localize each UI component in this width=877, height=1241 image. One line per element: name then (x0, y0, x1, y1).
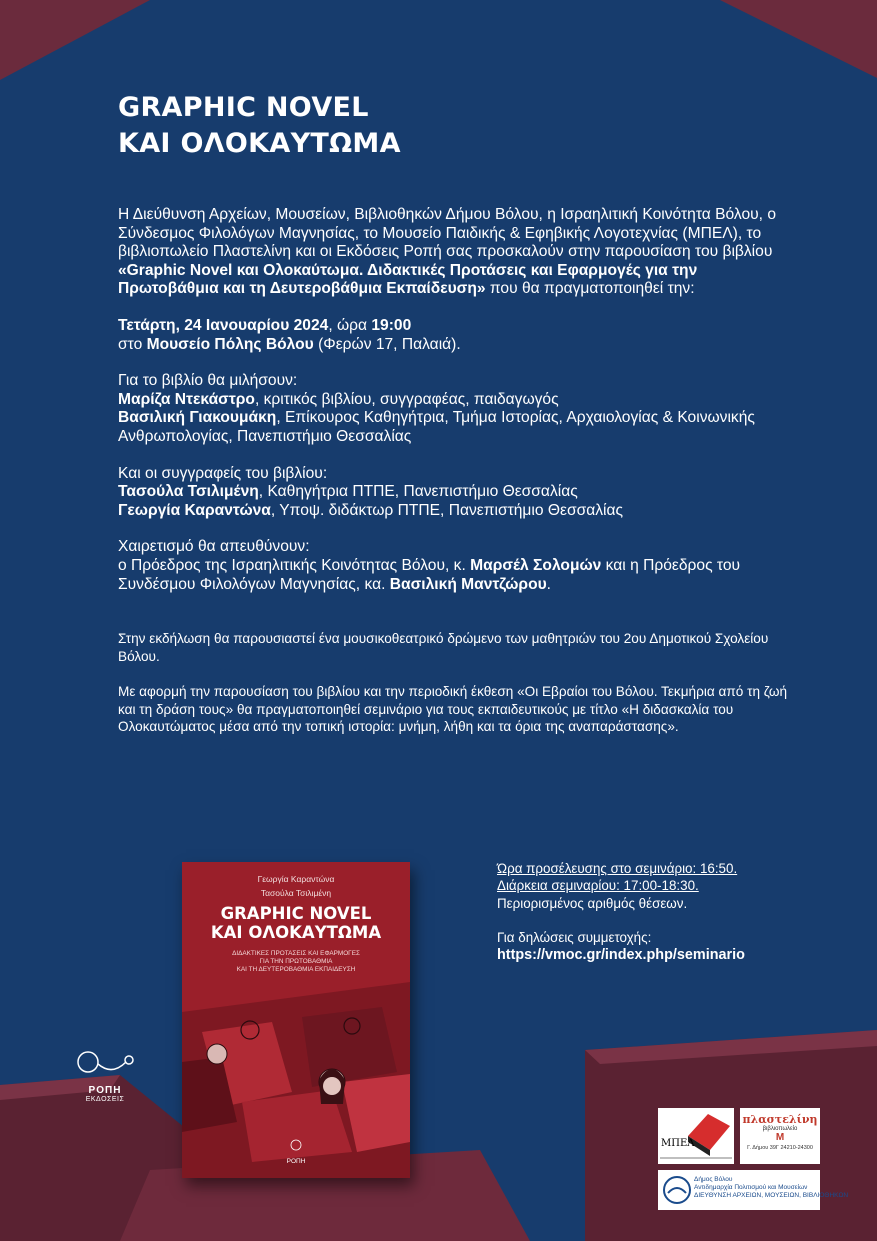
ropi-logo (70, 1050, 140, 1103)
register-label: Για δηλώσεις συμμετοχής: (497, 930, 652, 946)
authors-heading: Και οι συγγραφείς του βιβλίου: (118, 464, 328, 482)
book-cover-title (182, 904, 410, 942)
author-role: , Υποψ. διδάκτωρ ΠΤΠΕ, Πανεπιστήμιο Θεσσαλίας (270, 501, 624, 519)
title-line-2: ΚΑΙ ΟΛΟΚΑΥΤΩΜΑ (118, 128, 401, 159)
book-subtitle-line: ΚΑΙ ΤΗ ΔΕΥΤΕΡΟΒΑΘΜΙΑ ΕΚΠΑΙΔΕΥΣΗ (236, 966, 356, 973)
greetings-text: ο Πρόεδρος της Ισραηλιτικής Κοινότητας Βόλου, κ. (118, 556, 471, 574)
event-place: Μουσείο Πόλης Βόλου (146, 335, 314, 353)
book-authors (182, 872, 410, 900)
book-subtitle-line: ΓΙΑ ΤΗΝ ΠΡΩΤΟΒΑΘΜΙΑ (259, 958, 333, 965)
limited-seats: Περιορισμένος αριθμός θέσεων. (497, 895, 688, 911)
book-author: Τασούλα Τσιλιμένη (260, 888, 332, 898)
place-prefix: στο (118, 335, 147, 353)
greetings-text: και η Πρόεδρος του Συνδέσμου Φιλολόγων Μαγνησίας, κα. (118, 556, 741, 593)
dimos-volou-logo (658, 1170, 849, 1210)
seminar-duration: Διάρκεια σεμιναρίου: 17:00-18:30. (497, 878, 699, 894)
event-date: Τετάρτη, 24 Ιανουαρίου 2024 (118, 316, 329, 334)
speaker-name: Μαρίζα Ντεκάστρο (118, 390, 255, 408)
event-details (118, 317, 790, 354)
book-author: Γεωργία Καραντώνα (257, 874, 335, 884)
intro-paragraph (118, 206, 790, 299)
time-prefix: , ώρα (328, 316, 372, 334)
greetings-text: . (546, 575, 552, 593)
author-name: Γεωργία Καραντώνα (118, 501, 271, 519)
author-role: , Καθηγήτρια ΠΤΠΕ, Πανεπιστήμιο Θεσσαλίας (258, 483, 578, 501)
speakers-section (118, 372, 790, 446)
page-title (118, 90, 401, 162)
dimos-volou-text (694, 1176, 848, 1200)
dimos-line: ΔΙΕΥΘΥΝΣΗ ΑΡΧΕΙΩΝ, ΜΟΥΣΕΙΩΝ, ΒΙΒΛΙΟΘΗΚΩΝ (694, 1192, 849, 1199)
plastelini-address: Γ. Δήμου 39Γ 24210-24300 (747, 1145, 813, 1151)
speaker-role: , Επίκουρος Καθηγήτρια, Τμήμα Ιστορίας, Αρχαιολογίας & Κοινωνικής Ανθρωπολογίας, Πανεπιστήμιο Θεσσαλίας (118, 409, 755, 445)
title-line-1: GRAPHIC NOVEL (118, 92, 369, 123)
speakers-heading: Για το βιβλίο θα μιλήσουν: (118, 372, 298, 390)
place-address: (Φερών 17, Παλαιά). (313, 335, 461, 353)
ropi-subtitle: ΕΚΔΟΣΕΙΣ (85, 1096, 125, 1103)
ropi-name: ΡΟΠΗ (88, 1085, 122, 1096)
register-link[interactable]: https://vmoc.gr/index.php/seminario (497, 946, 745, 963)
book-subtitle-line: ΔΙΔΑΚΤΙΚΕΣ ΠΡΟΤΑΣΕΙΣ ΚΑΙ ΕΦΑΡΜΟΓΕΣ (232, 950, 360, 957)
speaker-name: Βασιλική Γιακουμάκη (118, 409, 277, 427)
plastelini-name: πλαστελίνη (742, 1113, 818, 1126)
mpel-label: ΜΠΕΛ (661, 1138, 695, 1149)
greeter-name: Βασιλική Μαντζώρου (389, 575, 547, 593)
seminar-paragraph: Με αφορμή την παρουσίαση του βιβλίου και την περιοδική έκθεση «Οι Εβραίοι του Βόλου. Τεκμήρια από τη ζωή και τη δράση τους» θα πραγματοποιηθεί σεμινάριο για τους εκπαιδευτικούς με τίτλο «Η διδασκαλία του Ολοκαυτώματος μέσα από την τοπική ιστορία: μνήμη, λήθη και τα όρια της αναπαράστασης». (118, 684, 788, 735)
intro-text: Η Διεύθυνση Αρχείων, Μουσείων, Βιβλιοθηκών Δήμου Βόλου, η Ισραηλιτική Κοινότητα Βόλου, ο Σύνδεσμος Φιλολόγων Μαγνησίας, το Μουσείο Παιδικής & Εφηβικής Λογοτεχνίας (ΜΠΕΛ), το βιβλιοπωλείο Πλαστελίνη και οι Εκδόσεις Ροπή σας προσκαλούν στην παρουσίαση του βιβλίου (118, 206, 777, 261)
performance-paragraph: Στην εκδήλωση θα παρουσιαστεί ένα μουσικοθεατρικό δρώμενο των μαθητριών του 2ου Δημοτικού Σχολείου Βόλου. (118, 631, 769, 664)
event-time: 19:00 (371, 316, 412, 334)
intro-tail: που θα πραγματοποιηθεί την: (485, 280, 695, 298)
book-cover-subtitle (182, 950, 410, 974)
book-cover (182, 862, 410, 1178)
mpel-logo (658, 1108, 734, 1164)
seminar-info (497, 860, 745, 964)
dimos-line: Δήμος Βόλου (694, 1176, 733, 1183)
authors-section (118, 465, 790, 521)
book-title-text: «Graphic Novel και Ολοκαύτωμα. Διδακτικές Προτάσεις και Εφαρμογές για την Πρωτοβάθμια και τη Δευτεροβάθμια Εκπαίδευση» (118, 261, 698, 298)
book-title-line-1: GRAPHIC NOVEL (220, 904, 372, 923)
invitation-body (118, 206, 790, 736)
plastelini-mark-icon: M (775, 1132, 785, 1143)
arrival-time: Ώρα προσέλευσης στο σεμινάριο: 16:50. (497, 861, 738, 876)
ropi-logo-icon (70, 1050, 140, 1078)
speaker-role: , κριτικός βιβλίου, συγγραφέας, παιδαγωγός (254, 390, 559, 408)
plastelini-subtitle: βιβλιοπωλείο (762, 1126, 798, 1132)
dimos-line: Αντιδημαρχία Πολιτισμού και Μουσείων (694, 1184, 808, 1191)
plastelini-logo (740, 1108, 820, 1164)
book-publisher: ΡΟΠΗ (286, 1158, 306, 1165)
mpel-logo-icon (658, 1108, 734, 1164)
author-name: Τασούλα Τσιλιμένη (118, 483, 259, 501)
book-title-line-2: ΚΑΙ ΟΛΟΚΑΥΤΩΜΑ (210, 923, 382, 942)
greetings-section (118, 538, 790, 594)
greeter-name: Μαρσέλ Σολομών (470, 556, 602, 574)
dimos-volou-icon (662, 1173, 692, 1207)
greetings-heading: Χαιρετισμό θα απευθύνουν: (118, 538, 310, 556)
